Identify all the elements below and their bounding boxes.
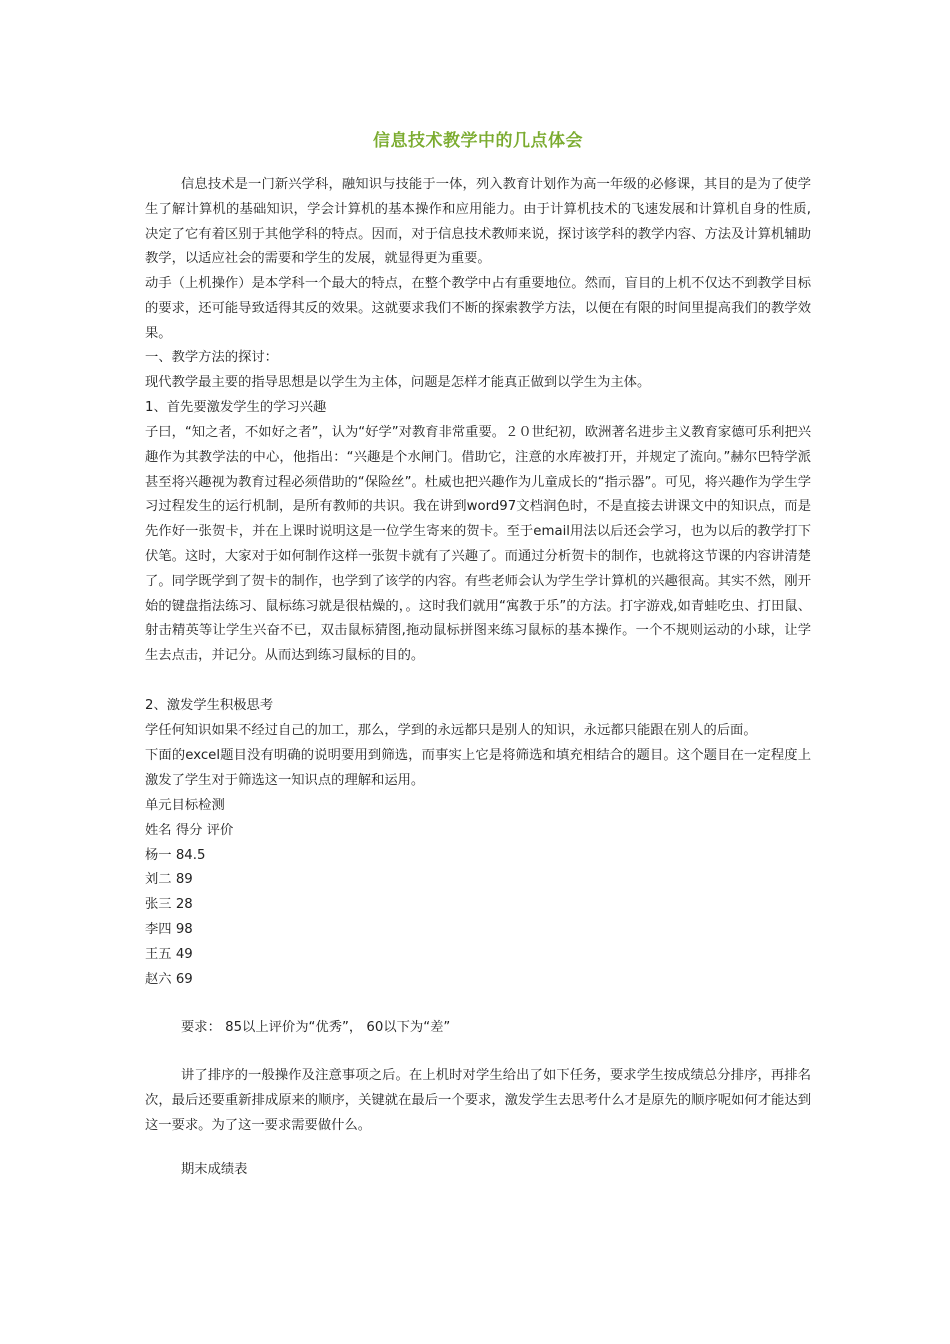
score-list <box>145 794 811 992</box>
score-row: 李四 98 <box>145 921 193 937</box>
score-row: 赵六 69 <box>145 971 193 987</box>
paragraph-student-centered: 现代教学最主要的指导思想是以学生为主体，问题是怎样才能真正做到以学生为主体。 <box>145 375 651 390</box>
score-row: 杨一 84.5 <box>145 847 206 863</box>
paragraph-hands-on: 动手（上机操作）是本学科一个最大的特点，在整个教学中占有重要地位。然而，盲目的上机不仅达不到教学目标的要求，还可能导致适得其反的效果。这就要求我们不断的探索教学方法，以便在有限的时间里提高我们的教学效果。 <box>145 276 811 341</box>
score-list-header: 姓名 得分 评价 <box>145 822 234 838</box>
score-row: 张三 28 <box>145 897 193 913</box>
requirement-line: 要求： 85以上评价为“优秀”， 60以下为“差” <box>181 1020 451 1035</box>
paragraph-excel: 下面的excel题目没有明确的说明要用到筛选，而事实上它是将筛选和填充相结合的题目。这个题目在一定程度上激发了学生对于筛选这一知识点的理解和运用。 <box>145 748 811 788</box>
paragraph-sorting: 讲了排序的一般操作及注意事项之后。在上机时对学生给出了如下任务，要求学生按成绩总分排序，再排名次，最后还要重新排成原来的顺序，关键就在最后一个要求，激发学生去思考什么才是原先的顺序呢如何才能达到这一要求。为了这一要求需要做什么。 <box>145 1068 811 1133</box>
heading-thinking: 2、激发学生积极思考 <box>145 698 274 713</box>
paragraph-interest: 子曰，“知之者，不如好之者”，认为“好学”对教育非常重要。２０世纪初，欧洲著名进步主义教育家德可乐利把兴趣作为其教学法的中心，他指出：“兴趣是个水闸门。借助它，注意的水库被打开，并规定了流向。”赫尔巴特学派甚至将兴趣视为教育过程必须借助的“保险丝”。杜威也把兴趣作为儿童成长的“指示器”。可见，将兴趣作为学生学习过程发生的运行机制，是所有教师的共识。我在讲到word97文档润色时，不是直接去讲课文中的知识点，而是先作好一张贺卡，并在上课时说明这是一位学生寄来的贺卡。至于email用法以后还会学习，也为以后的教学打下伏笔。这时，大家对于如何制作这样一张贺卡就有了兴趣了。而通过分析贺卡的制作，也就将这节课的内容讲清楚了。同学既学到了贺卡的制作，也学到了该学的内容。有些老师会认为学生学计算机的兴趣很高。其实不然，刚开始的键盘指法练习、鼠标练习就是很枯燥的，。这时我们就用“寓教于乐”的方法。打字游戏,如青蛙吃虫、打田鼠、射击精英等让学生兴奋不已，双击鼠标猜图,拖动鼠标拼图来练习鼠标的基本操作。一个不规则运动的小球，让学生去点击，并记分。从而达到练习鼠标的目的。 <box>145 425 811 664</box>
heading-teaching-methods: 一、教学方法的探讨： <box>145 350 278 365</box>
heading-interest: 1、首先要激发学生的学习兴趣 <box>145 400 327 415</box>
paragraph-intro: 信息技术是一门新兴学科，融知识与技能于一体，列入教育计划作为高一年级的必修课，其目的是为了使学生了解计算机的基础知识，学会计算机的基本操作和应用能力。由于计算机技术的飞速发展和计算机自身的性质,决定了它有着区别于其他学科的特点。因而，对于信息技术教师来说，探讨该学科的教学内容、方法及计算机辅助教学，以适应社会的需要和学生的发展，就显得更为重要。 <box>145 177 811 267</box>
score-row: 刘二 89 <box>145 872 193 888</box>
document-title: 信息技术教学中的几点体会 <box>373 131 583 151</box>
paragraph-knowledge: 学任何知识如果不经过自己的加工，那么，学到的永远都只是别人的知识，永远都只能跟在别人的后面。 <box>145 723 757 738</box>
final-score-table-label: 期末成绩表 <box>181 1162 248 1177</box>
score-row: 王五 49 <box>145 946 193 962</box>
score-list-title: 单元目标检测 <box>145 798 225 813</box>
